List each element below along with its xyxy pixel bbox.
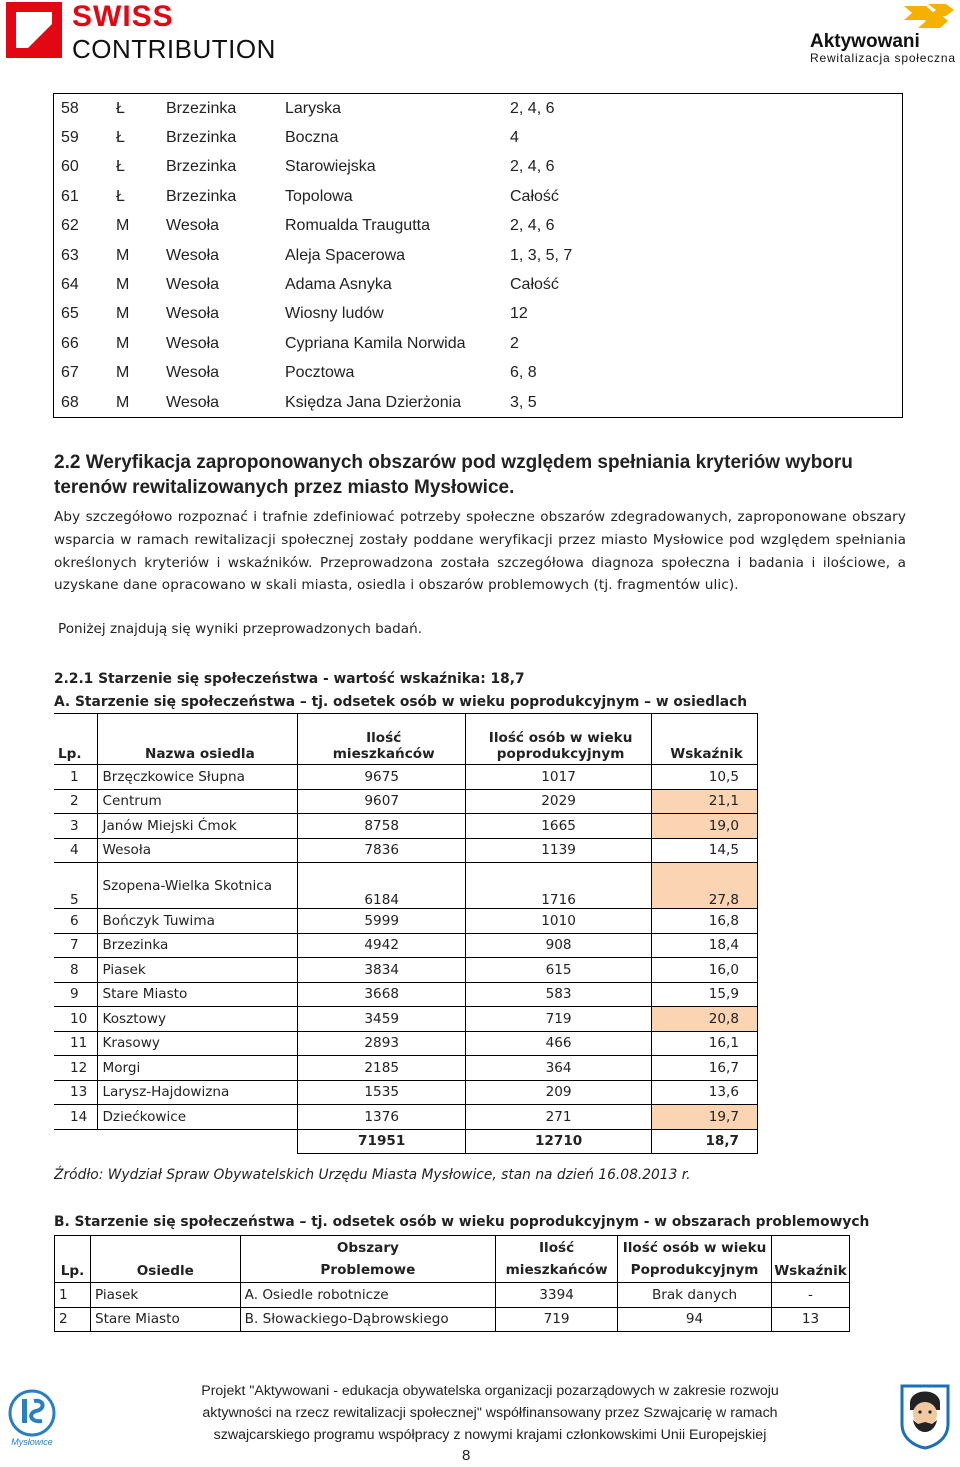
street-district-code: Ł xyxy=(116,129,125,147)
source-note: Źródło: Wydział Spraw Obywatelskich Urzędu Miasta Mysłowice, stan na dzień 16.08.2013 r. xyxy=(54,1167,691,1183)
table-a-post: 719 xyxy=(466,1007,652,1032)
streets-table xyxy=(53,93,903,418)
table-a-index: 20,8 xyxy=(652,1007,758,1032)
table-a-count: 8758 xyxy=(298,814,466,839)
myslowice-logo-text: Mysłowice xyxy=(11,1437,53,1447)
table-a-name: Dziećkowice xyxy=(98,1105,298,1130)
street-district-code: M xyxy=(116,246,130,264)
street-name: Topolowa xyxy=(285,187,353,205)
swiss-contribution-logo-bottom: CONTRIBUTION xyxy=(72,34,276,64)
footer-line-1: Projekt "Aktywowani - edukacja obywatelska organizacji pozarządowych w zakresie rozwoju xyxy=(201,1383,779,1399)
table-a-total-count: 71951 xyxy=(298,1129,466,1154)
table-a-index: 13,6 xyxy=(652,1080,758,1105)
street-district-code: M xyxy=(116,334,130,352)
street-district-code: Ł xyxy=(116,99,125,117)
table-b-header-row xyxy=(55,1236,850,1283)
table-a-count: 3459 xyxy=(298,1007,466,1032)
table-a-lp: 6 xyxy=(54,909,98,934)
table-b-obszar: A. Osiedle robotnicze xyxy=(240,1283,495,1308)
table-a-index: 19,0 xyxy=(652,814,758,839)
street-district: Wesoła xyxy=(166,305,220,323)
table-a-post: 615 xyxy=(466,958,652,983)
table-b-index: 13 xyxy=(771,1307,849,1332)
table-a-post: 1139 xyxy=(466,838,652,863)
street-district: Brzezinka xyxy=(166,99,237,117)
table-a-row xyxy=(54,909,758,934)
table-a-lp: 8 xyxy=(54,958,98,983)
table-a-row xyxy=(54,933,758,958)
street-number: 66 xyxy=(61,334,79,352)
aktywowani-logo-subtitle: Rewitalizacja społeczna xyxy=(810,51,956,65)
table-a-row xyxy=(54,1105,758,1130)
table-a-post: 1010 xyxy=(466,909,652,934)
street-buildings: 3, 5 xyxy=(510,393,537,411)
table-a-lp: 1 xyxy=(54,765,98,790)
street-buildings: 1, 3, 5, 7 xyxy=(510,246,573,264)
street-row xyxy=(54,270,903,299)
table-b-header-post-l1: Ilość osób w wieku xyxy=(622,1240,767,1256)
street-district-code: M xyxy=(116,393,130,411)
aktywowani-logo-title: Aktywowani xyxy=(810,31,920,52)
street-row xyxy=(54,300,903,329)
street-number: 58 xyxy=(61,99,79,117)
table-a-row xyxy=(54,1080,758,1105)
table-a-row xyxy=(54,1056,758,1081)
table-a-index: 16,0 xyxy=(652,958,758,983)
table-b-header-obszary xyxy=(240,1236,495,1283)
table-a-header-index: Wskaźnik xyxy=(652,714,758,765)
table-a-index: 27,8 xyxy=(652,863,758,909)
street-row xyxy=(54,329,903,358)
table-b-row xyxy=(55,1283,850,1308)
table-b-post: Brak danych xyxy=(618,1283,772,1308)
street-row xyxy=(54,212,903,241)
street-buildings: 6, 8 xyxy=(510,364,537,382)
table-a-lp: 12 xyxy=(54,1056,98,1081)
table-b-header-index: Wskaźnik xyxy=(771,1236,849,1283)
table-a-name: Bończyk Tuwima xyxy=(98,909,298,934)
street-row xyxy=(54,388,903,418)
table-b-obszar: B. Słowackiego-Dąbrowskiego xyxy=(240,1307,495,1332)
table-b-header-post-l2: Poprodukcyjnym xyxy=(630,1262,759,1278)
street-name: Adama Asnyka xyxy=(285,276,392,294)
street-number: 61 xyxy=(61,187,79,205)
street-district: Wesoła xyxy=(166,364,220,382)
street-buildings: 4 xyxy=(510,129,519,147)
table-a-post: 209 xyxy=(466,1080,652,1105)
table-a-post: 466 xyxy=(466,1031,652,1056)
street-name: Pocztowa xyxy=(285,364,355,382)
table-a-totals-row xyxy=(54,1129,758,1154)
table-a-post: 1716 xyxy=(466,863,652,909)
footer-line-3: szwajcarskiego programu współpracy z nowymi krajami członkowskimi Unii Europejskiej xyxy=(213,1427,767,1443)
table-a-index: 16,1 xyxy=(652,1031,758,1056)
table-a-index: 18,4 xyxy=(652,933,758,958)
aktywowani-arrows-icon xyxy=(808,4,956,32)
street-name: Cypriana Kamila Norwida xyxy=(285,334,466,352)
table-a-count: 9675 xyxy=(298,765,466,790)
street-district-code: Ł xyxy=(116,158,125,176)
table-a-row xyxy=(54,1007,758,1032)
table-b-post: 94 xyxy=(618,1307,772,1332)
street-district: Wesoła xyxy=(166,246,220,264)
street-district-code: Ł xyxy=(116,187,125,205)
street-district: Brzezinka xyxy=(166,129,237,147)
street-number: 63 xyxy=(61,246,79,264)
street-row xyxy=(54,241,903,270)
table-b-heading: B. Starzenie się społeczeństwa – tj. odsetek osób w wieku poprodukcyjnym - w obszarach problemowych xyxy=(54,1214,870,1230)
table-b-lp: 1 xyxy=(55,1283,91,1308)
table-a-lp: 3 xyxy=(54,814,98,839)
table-a-header-post xyxy=(466,714,652,765)
table-a-count: 1376 xyxy=(298,1105,466,1130)
street-district: Wesoła xyxy=(166,393,220,411)
street-buildings: 12 xyxy=(510,305,528,323)
table-a-row xyxy=(54,863,758,909)
footer-line-2: aktywności na rzecz rewitalizacji społecznej" współfinansowany przez Szwajcarię w ramach xyxy=(202,1405,778,1421)
table-a-post: 271 xyxy=(466,1105,652,1130)
table-a-index: 15,9 xyxy=(652,982,758,1007)
table-b-header-obszary-l2: Problemowe xyxy=(320,1262,416,1278)
table-a-name: Piasek xyxy=(98,958,298,983)
table-b-index: - xyxy=(771,1283,849,1308)
table-a-header-post-l1: Ilość osób w wieku xyxy=(488,730,633,746)
table-a-index: 19,7 xyxy=(652,1105,758,1130)
street-number: 64 xyxy=(61,276,79,294)
table-a-lp: 10 xyxy=(54,1007,98,1032)
table-a-row xyxy=(54,765,758,790)
table-a-name: Stare Miasto xyxy=(98,982,298,1007)
table-a-name: Janów Miejski Ćmok xyxy=(98,814,298,839)
table-a-count: 1535 xyxy=(298,1080,466,1105)
section-heading: 2.2 Weryfikacja zaproponowanych obszarów pod względem spełniania kryteriów wyboru terenów rewitalizowanych przez miasto Mysłowice. xyxy=(54,452,853,498)
table-a-name: Brzezinka xyxy=(98,933,298,958)
table-a-lp: 9 xyxy=(54,982,98,1007)
table-b-header-count-l2: mieszkańców xyxy=(505,1262,608,1278)
table-a-name: Brzęczkowice Słupna xyxy=(98,765,298,790)
table-b xyxy=(54,1235,850,1332)
table-a-header-lp: Lp. xyxy=(54,714,98,765)
street-buildings: Całość xyxy=(510,187,559,205)
table-a-header-name: Nazwa osiedla xyxy=(98,714,298,765)
table-a-header-count-l2: mieszkańców xyxy=(332,746,435,762)
table-b-row xyxy=(55,1307,850,1332)
table-a-lp: 7 xyxy=(54,933,98,958)
street-district: Wesoła xyxy=(166,276,220,294)
table-a-name: Kosztowy xyxy=(98,1007,298,1032)
table-b-header-obszary-l1: Obszary xyxy=(336,1240,399,1256)
page-number: 8 xyxy=(462,1447,471,1464)
table-a-totals-empty xyxy=(98,1129,298,1154)
table-a-count: 2893 xyxy=(298,1031,466,1056)
table-a-index: 10,5 xyxy=(652,765,758,790)
street-district-code: M xyxy=(116,305,130,323)
table-a-lp: 4 xyxy=(54,838,98,863)
table-a-name: Szopena-Wielka Skotnica xyxy=(98,863,298,909)
street-district: Wesoła xyxy=(166,334,220,352)
swiss-flag-icon xyxy=(6,2,62,58)
table-a xyxy=(54,713,758,1154)
table-a-count: 3834 xyxy=(298,958,466,983)
street-buildings: 2, 4, 6 xyxy=(510,158,555,176)
table-a-lp: 13 xyxy=(54,1080,98,1105)
table-a-count: 2185 xyxy=(298,1056,466,1081)
street-name: Aleja Spacerowa xyxy=(285,246,406,264)
swiss-contribution-logo-top: SWISS xyxy=(72,0,174,33)
table-a-name: Krasowy xyxy=(98,1031,298,1056)
street-number: 60 xyxy=(61,158,79,176)
street-buildings: Całość xyxy=(510,276,559,294)
table-a-index: 16,7 xyxy=(652,1056,758,1081)
table-b-osiedle: Piasek xyxy=(90,1283,240,1308)
street-row xyxy=(54,153,903,182)
table-a-heading: A. Starzenie się społeczeństwa – tj. odsetek osób w wieku poprodukcyjnym – w osiedlach xyxy=(54,694,748,710)
table-b-lp: 2 xyxy=(55,1307,91,1332)
street-district-code: M xyxy=(116,217,130,235)
myslowice-logo-icon xyxy=(4,1387,60,1447)
table-a-row xyxy=(54,958,758,983)
section-paragraph: Aby szczegółowo rozpoznać i trafnie zdefiniować potrzeby społeczne obszarów zdegradowanych, zaproponowane obszary wsparcia w ramach rewitalizacji społecznej zostały poddane weryfikacji przez miasto Mysłowice pod względem spełniania określonych kryteriów i wskaźników. Przeprowadzona została szczegółowa diagnoza społeczna i badania i ilościowe, a uzyskane dane opracowano w skali miasta, osiedla i obszarów problemowych (tj. fragmentów ulic). xyxy=(54,509,906,594)
table-a-header-count xyxy=(298,714,466,765)
table-a-row xyxy=(54,982,758,1007)
table-a-header-row xyxy=(54,714,758,765)
footer-project-text xyxy=(140,1380,840,1446)
table-b-header-count-l1: Ilość xyxy=(538,1240,575,1256)
table-a-count: 9607 xyxy=(298,789,466,814)
table-b-count: 3394 xyxy=(496,1283,618,1308)
table-a-count: 3668 xyxy=(298,982,466,1007)
table-a-name: Larysz-Hajdowizna xyxy=(98,1080,298,1105)
table-a-name: Morgi xyxy=(98,1056,298,1081)
street-name: Wiosny ludów xyxy=(285,305,384,323)
street-row xyxy=(54,123,903,152)
subsection-heading: 2.2.1 Starzenie się społeczeństwa - wartość wskaźnika: 18,7 xyxy=(54,671,525,687)
street-district-code: M xyxy=(116,364,130,382)
street-district: Brzezinka xyxy=(166,187,237,205)
street-name: Boczna xyxy=(285,129,339,147)
section-paragraph-2: Poniżej znajdują się wyniki przeprowadzonych badań. xyxy=(58,621,423,637)
table-b-header-lp: Lp. xyxy=(55,1236,91,1283)
table-b-header-post xyxy=(618,1236,772,1283)
table-a-row xyxy=(54,1031,758,1056)
street-name: Starowiejska xyxy=(285,158,376,176)
street-name: Laryska xyxy=(285,99,342,117)
street-number: 62 xyxy=(61,217,79,235)
street-name: Księdza Jana Dzierżonia xyxy=(285,393,462,411)
table-a-name: Centrum xyxy=(98,789,298,814)
street-district-code: M xyxy=(116,276,130,294)
table-a-count: 7836 xyxy=(298,838,466,863)
table-a-row xyxy=(54,814,758,839)
table-a-post: 908 xyxy=(466,933,652,958)
street-district: Wesoła xyxy=(166,217,220,235)
table-a-header-count-l1: Ilość xyxy=(366,730,402,746)
table-a-lp: 14 xyxy=(54,1105,98,1130)
table-a-lp: 11 xyxy=(54,1031,98,1056)
table-a-row xyxy=(54,789,758,814)
table-a-post: 2029 xyxy=(466,789,652,814)
table-a-total-index: 18,7 xyxy=(652,1129,758,1154)
table-a-post: 583 xyxy=(466,982,652,1007)
table-a-count: 6184 xyxy=(298,863,466,909)
table-a-count: 4942 xyxy=(298,933,466,958)
street-number: 68 xyxy=(61,393,79,411)
table-b-header-osiedle: Osiedle xyxy=(90,1236,240,1283)
table-b-count: 719 xyxy=(496,1307,618,1332)
table-a-index: 21,1 xyxy=(652,789,758,814)
street-buildings: 2, 4, 6 xyxy=(510,99,555,117)
street-buildings: 2 xyxy=(510,334,519,352)
table-a-name: Wesoła xyxy=(98,838,298,863)
table-b-header-count xyxy=(496,1236,618,1283)
table-a-post: 1665 xyxy=(466,814,652,839)
street-row xyxy=(54,359,903,388)
street-row xyxy=(54,182,903,211)
table-a-post: 1017 xyxy=(466,765,652,790)
street-district: Brzezinka xyxy=(166,158,237,176)
mascot-face-icon xyxy=(896,1380,954,1450)
table-a-header-post-l2: poprodukcyjnym xyxy=(496,746,625,762)
table-a-count: 5999 xyxy=(298,909,466,934)
table-a-totals-empty xyxy=(54,1129,98,1154)
table-a-total-post: 12710 xyxy=(466,1129,652,1154)
street-number: 65 xyxy=(61,305,79,323)
table-a-row xyxy=(54,838,758,863)
table-a-lp: 2 xyxy=(54,789,98,814)
table-a-post: 364 xyxy=(466,1056,652,1081)
table-a-index: 14,5 xyxy=(652,838,758,863)
street-name: Romualda Traugutta xyxy=(285,217,430,235)
table-b-osiedle: Stare Miasto xyxy=(90,1307,240,1332)
table-a-index: 16,8 xyxy=(652,909,758,934)
table-a-lp: 5 xyxy=(54,863,98,909)
street-row xyxy=(54,94,903,124)
street-buildings: 2, 4, 6 xyxy=(510,217,555,235)
street-number: 67 xyxy=(61,364,79,382)
street-number: 59 xyxy=(61,129,79,147)
